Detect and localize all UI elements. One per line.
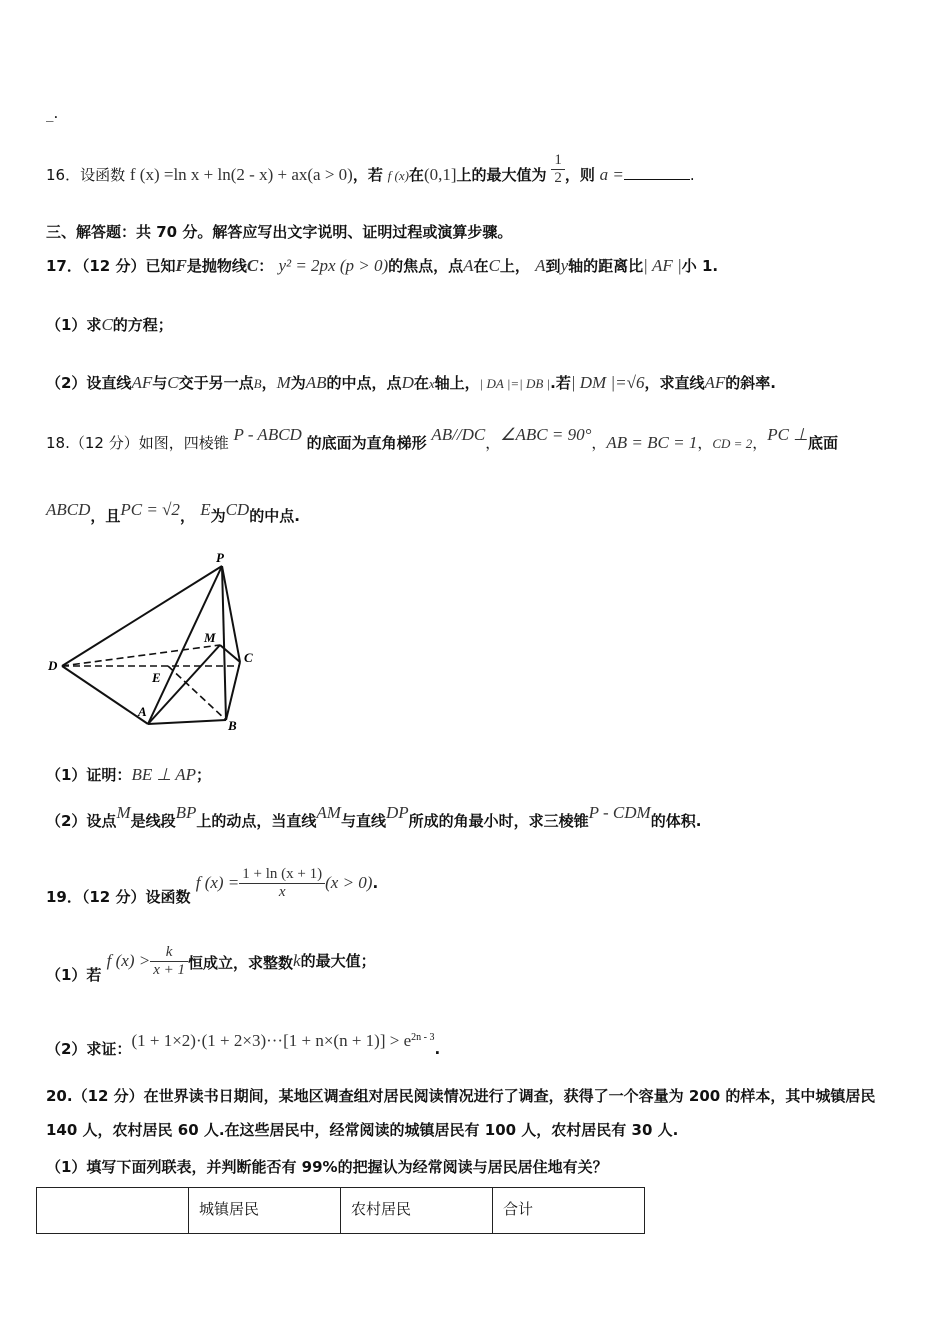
q17-part-2: （2）设直线AF与C交于另一点B，M为AB的中点，点D在x轴上，| DA |=| DB |.若| DM |=√6，求直线AF的斜率. — [46, 373, 776, 392]
q18-condition: ABCD，且PC = √2， E为CD的中点. — [46, 500, 300, 525]
question-16: 16．设函数 f (x) =ln x + ln(2 - x) + ax(a > 0)，若 f (x)在(0,1]上的最大值为 $\frac{1}{2}$ ，则 a = . — [46, 152, 695, 186]
label-E: E — [152, 670, 161, 685]
label-B: B — [228, 718, 237, 733]
table-cell — [37, 1188, 189, 1234]
question-20: 20.（12 分）在世界读书日期间，某地区调查组对居民阅读情况进行了调查，获得了一个容量为 200 的样本，其中城镇居民 140 人，农村居民 60 人.在这些居民中，经常阅读的城镇居民有 100 人，农村居民有 30 人. — [46, 1087, 876, 1139]
q18-part-2: （2）设点M是线段BP上的动点，当直线AM与直线DP所成的角最小时，求三棱锥P - CDM的体积. — [46, 803, 702, 830]
q19-part-1: （1）若 f (x) > $\frac{k}{x + 1}$ 恒成立，求整数k的最大值； — [46, 944, 376, 984]
q19-part1-fraction: $\frac{k}{x + 1}$ — [150, 944, 188, 979]
label-D: D — [48, 658, 58, 673]
q16-fraction: $\frac{1}{2}$ — [551, 152, 565, 187]
edge-DA — [62, 666, 148, 724]
q16-function: f (x) =ln x + ln(2 - x) + ax(a > 0) — [129, 165, 353, 184]
q16-number: 16． — [46, 166, 81, 184]
question-19: 19．（12 分）设函数 f (x) = $\frac{1 + \ln (x + 1)}{x}$ (x > 0). — [46, 866, 379, 906]
q19-fraction: $\frac{1 + \ln (x + 1)}{x}$ — [239, 866, 325, 901]
label-C: C — [244, 650, 253, 665]
edge-AB — [148, 720, 226, 724]
segment-DM-hidden — [62, 645, 220, 666]
contingency-table — [36, 1187, 645, 1234]
answer-blank[interactable] — [624, 165, 690, 180]
label-P: P — [216, 550, 224, 565]
label-A: A — [138, 704, 147, 719]
table-cell: 城镇居民 — [189, 1188, 341, 1234]
q20-part-1: （1）填写下面列联表，并判断能否有 99%的把握认为经常阅读与居民居住地有关？ — [46, 1158, 608, 1176]
section-3-header: 三、解答题：共 70 分。解答应写出文字说明、证明过程或演算步骤。 — [46, 223, 513, 241]
question-18: 18.（12 分）如图，四棱锥 P - ABCD 的底面为直角梯形 AB//DC，∠ABC = 90°，AB = BC = 1，CD = 2，PC ⊥底面 — [46, 425, 839, 452]
question-17: 17．（12 分）已知F是抛物线C： y² = 2px (p > 0)的焦点，点A在C上， A到y轴的距离比| AF |小 1. — [46, 256, 719, 275]
q17-part-1: （1）求C的方程； — [46, 315, 173, 334]
edge-BC — [226, 662, 240, 720]
q19-part-2: （2）求证：$(1 + 1\times 2)\cdot(1 + 2\times 3)\cdot\cdot\cdot[1 + n\times(n + 1)] > e^{2n - 3}$. — [46, 1031, 441, 1058]
pyramid-figure — [44, 550, 274, 735]
table-row — [37, 1188, 645, 1234]
top-mark: _. — [46, 104, 59, 122]
table-cell: 农村居民 — [341, 1188, 493, 1234]
q18-part-1: （1）证明：BE ⊥ AP； — [46, 765, 212, 784]
table-cell: 合计 — [493, 1188, 645, 1234]
label-M: M — [204, 630, 216, 645]
